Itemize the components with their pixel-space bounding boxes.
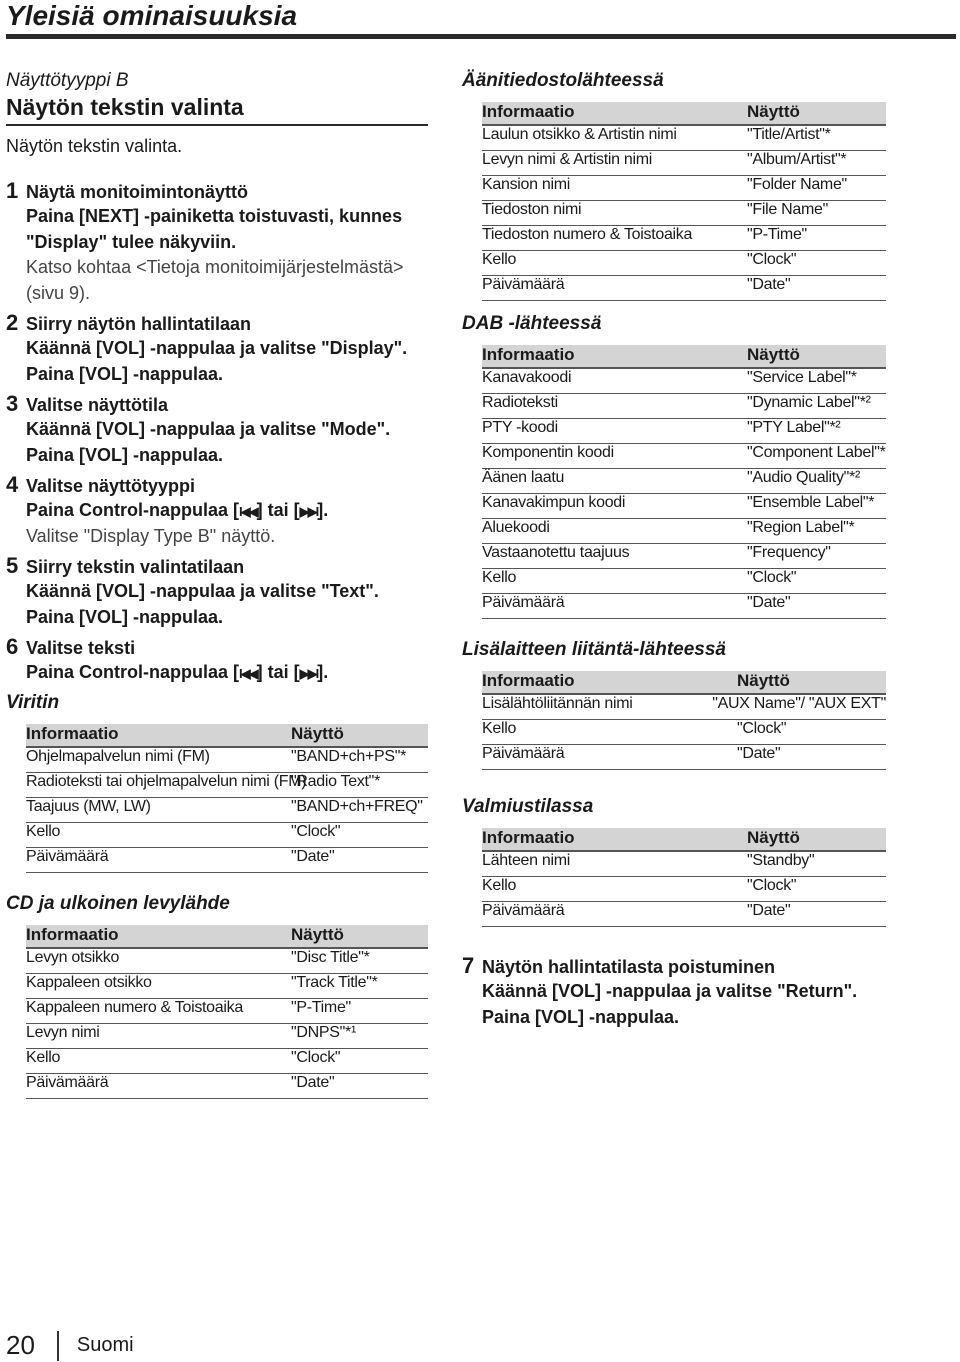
step-6 (6, 634, 428, 686)
table-row: Radioteksti tai ohjelmapalvelun nimi (FM) "Radio Text"* (26, 773, 428, 798)
table-row: Päivämäärä "Date" (26, 1074, 428, 1099)
step-text: Käännä [VOL] -nappulaa ja valitse "Text". (26, 581, 379, 601)
table-row: Laulun otsikko & Artistin nimi "Title/Artist"* (482, 126, 886, 151)
table-row: Levyn nimi "DNPS"*¹ (26, 1024, 428, 1049)
step-text: Käännä [VOL] -nappulaa ja valitse "Return". (482, 981, 858, 1001)
table-row: Lisälähtöliitännän nimi "AUX Name"/ "AUX EXT" (482, 695, 886, 720)
table-header: Informaatio Näyttö (482, 102, 886, 126)
step-text: Paina Control-nappulaa [I◀◀] tai [▶▶I]. (26, 662, 329, 682)
step-number: 2 (6, 310, 19, 335)
step-text: Paina [VOL] -nappulaa. (26, 444, 224, 465)
step-2 (6, 310, 428, 387)
aux-heading: Lisälaitteen liitäntä-lähteessä (462, 639, 726, 660)
display-type-label: Näyttötyyppi B (6, 70, 129, 91)
table-row: Kappaleen numero & Toistoaika "P-Time" (26, 999, 428, 1024)
step-number: 4 (6, 472, 19, 497)
table-row: Kello "Clock" (26, 1049, 428, 1074)
audio-heading: Äänitiedostolähteessä (462, 70, 664, 91)
table-header: Informaatio Näyttö (482, 671, 886, 695)
step-text: "Display" tulee näkyviin. (26, 231, 237, 252)
table-row: Radioteksti "Dynamic Label"*² (482, 394, 886, 419)
step-number: 6 (6, 634, 19, 659)
standby-heading: Valmiustilassa (462, 796, 594, 817)
step-title: Siirry näytön hallintatilaan (26, 314, 252, 334)
step-5 (6, 553, 428, 630)
right-column (462, 68, 886, 1030)
dab-heading: DAB -lähteessä (462, 313, 602, 334)
step-title: Näytön hallintatilasta poistuminen (482, 957, 776, 977)
step-title: Valitse näyttötila (26, 395, 169, 415)
table-row: Komponentin koodi "Component Label"* (482, 444, 886, 469)
cd-heading: CD ja ulkoinen levylähde (6, 892, 230, 914)
table-row: Lähteen nimi "Standby" (482, 852, 886, 877)
table-row: Päivämäärä "Date" (482, 902, 886, 927)
standby-table (482, 828, 886, 927)
table-row: Kanavakimpun koodi "Ensemble Label"* (482, 494, 886, 519)
table-row: Kanavakoodi "Service Label"* (482, 369, 886, 394)
table-row: Ohjelmapalvelun nimi (FM) "BAND+ch+PS"* (26, 748, 428, 773)
language-label: Suomi (76, 1334, 134, 1356)
page-footer (6, 1330, 134, 1361)
table-row: Kappaleen otsikko "Track Title"* (26, 974, 428, 999)
table-row: Päivämäärä "Date" (482, 594, 886, 619)
step-7 (462, 953, 886, 1030)
page-header-title: Yleisiä ominaisuuksia (6, 0, 298, 31)
table-row: Kello "Clock" (482, 569, 886, 594)
next-track-icon: ▶▶I (299, 504, 318, 519)
step-note: Valitse "Display Type B" näyttö. (26, 525, 276, 546)
table-row: Äänen laatu "Audio Quality"*² (482, 469, 886, 494)
step-title: Valitse näyttötyyppi (26, 476, 196, 496)
step-text: Paina [NEXT] -painiketta toistuvasti, kunnes (26, 206, 403, 226)
step-title: Siirry tekstin valintatilaan (26, 557, 245, 577)
previous-track-icon: I◀◀ (239, 666, 257, 681)
table-row: Aluekoodi "Region Label"* (482, 519, 886, 544)
intro-text: Näytön tekstin valinta. (6, 136, 183, 156)
dab-table (482, 345, 886, 619)
footer-divider (57, 1331, 59, 1361)
table-header: Informaatio Näyttö (482, 828, 886, 852)
next-track-icon: ▶▶I (299, 666, 318, 681)
table-row: Kello "Clock" (26, 823, 428, 848)
cd-table (26, 925, 428, 1099)
table-row: Tiedoston nimi "File Name" (482, 201, 886, 226)
table-row: Kello "Clock" (482, 877, 886, 902)
step-4 (6, 472, 428, 549)
step-note: Katso kohtaa <Tietoja monitoimijärjestelmästä> (26, 257, 404, 277)
tuner-table (26, 724, 428, 873)
step-text: Paina [VOL] -nappulaa. (26, 606, 224, 627)
previous-track-icon: I◀◀ (239, 504, 257, 519)
table-row: Päivämäärä "Date" (26, 848, 428, 873)
step-3 (6, 391, 428, 468)
step-text: Paina [VOL] -nappulaa. (26, 363, 224, 384)
step-note: (sivu 9). (26, 282, 91, 303)
table-row: Taajuus (MW, LW) "BAND+ch+FREQ" (26, 798, 428, 823)
left-column (6, 68, 428, 1099)
header-rule (6, 34, 956, 39)
step-number: 1 (6, 178, 19, 203)
step-text: Käännä [VOL] -nappulaa ja valitse "Display". (26, 338, 408, 358)
audio-table (482, 102, 886, 301)
step-number: 5 (6, 553, 19, 578)
step-number: 3 (6, 391, 19, 416)
table-row: Tiedoston numero & Toistoaika "P-Time" (482, 226, 886, 251)
table-header: Informaatio Näyttö (26, 724, 428, 748)
step-title: Näytä monitoimintonäyttö (26, 182, 249, 202)
tuner-heading: Viritin (6, 691, 60, 713)
step-text: Paina Control-nappulaa [I◀◀] tai [▶▶I]. (26, 500, 329, 520)
table-row: Päivämäärä "Date" (482, 745, 886, 770)
table-row: Levyn nimi & Artistin nimi "Album/Artist"* (482, 151, 886, 176)
table-header: Informaatio Näyttö (482, 345, 886, 369)
step-text: Paina [VOL] -nappulaa. (482, 1006, 680, 1027)
table-row: Kansion nimi "Folder Name" (482, 176, 886, 201)
section-rule (6, 124, 428, 126)
table-header: Informaatio Näyttö (26, 925, 428, 949)
table-row: PTY -koodi "PTY Label"*² (482, 419, 886, 444)
section-title: Näytön tekstin valinta (6, 94, 244, 120)
page-number: 20 (6, 1330, 35, 1360)
table-row: Vastaanotettu taajuus "Frequency" (482, 544, 886, 569)
table-row: Levyn otsikko "Disc Title"* (26, 949, 428, 974)
table-row: Kello "Clock" (482, 251, 886, 276)
table-row: Kello "Clock" (482, 720, 886, 745)
step-number: 7 (462, 953, 475, 978)
step-title: Valitse teksti (26, 638, 136, 658)
step-text: Käännä [VOL] -nappulaa ja valitse "Mode". (26, 419, 391, 439)
aux-table (482, 671, 886, 770)
table-row: Päivämäärä "Date" (482, 276, 886, 301)
step-1 (6, 178, 428, 306)
